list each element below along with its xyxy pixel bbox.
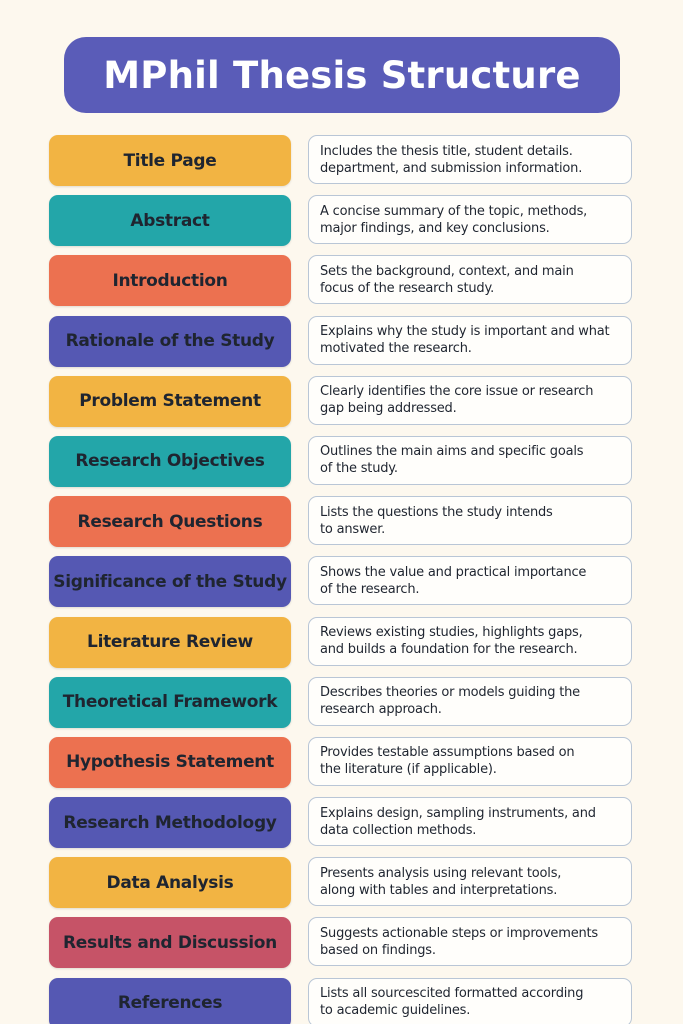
section-row xyxy=(49,797,635,848)
section-description-box xyxy=(308,436,632,485)
section-description-box xyxy=(308,316,632,365)
section-label: Problem Statement xyxy=(79,391,261,412)
section-label-box xyxy=(49,978,291,1024)
section-label: Research Objectives xyxy=(75,451,265,472)
section-description-box xyxy=(308,978,632,1024)
section-label: Rationale of the Study xyxy=(65,331,275,352)
section-label-box xyxy=(49,917,291,968)
section-label: Title Page xyxy=(123,150,217,171)
section-label-box xyxy=(49,436,291,487)
section-row xyxy=(49,677,635,728)
section-description-box xyxy=(308,677,632,726)
section-row xyxy=(49,436,635,487)
section-label-box xyxy=(49,255,291,306)
section-row xyxy=(49,376,635,427)
section-description-box xyxy=(308,737,632,786)
section-row xyxy=(49,255,635,306)
section-description: Explains why the study is important and what motivated the research. xyxy=(320,324,610,357)
section-label: Significance of the Study xyxy=(53,571,287,592)
section-row xyxy=(49,857,635,908)
section-row xyxy=(49,195,635,246)
section-description: Presents analysis using relevant tools, along with tables and interpretations. xyxy=(320,865,562,898)
section-label: Results and Discussion xyxy=(63,932,277,953)
section-description-box xyxy=(308,917,632,966)
section-description: Explains design, sampling instruments, and data collection methods. xyxy=(320,805,596,838)
section-description-box xyxy=(308,556,632,605)
section-row xyxy=(49,556,635,607)
section-label-box xyxy=(49,737,291,788)
section-label: Hypothesis Statement xyxy=(66,752,274,773)
section-label-box xyxy=(49,556,291,607)
section-label: Theoretical Framework xyxy=(62,692,278,713)
section-description: Sets the background, context, and main focus of the research study. xyxy=(320,263,574,296)
section-label-box xyxy=(49,797,291,848)
section-description-box xyxy=(308,195,632,244)
section-description-box xyxy=(308,255,632,304)
section-row xyxy=(49,496,635,547)
section-description-box xyxy=(308,797,632,846)
section-row xyxy=(49,978,635,1024)
section-row xyxy=(49,135,635,186)
section-description: Lists all sourcescited formatted according to academic guidelines. xyxy=(320,986,584,1019)
section-description-box xyxy=(308,496,632,545)
section-label-box xyxy=(49,376,291,427)
section-description: Includes the thesis title, student details. department, and submission information. xyxy=(320,143,583,176)
section-label: Data Analysis xyxy=(106,872,234,893)
title-banner xyxy=(64,37,620,113)
section-description: Reviews existing studies, highlights gaps, and builds a foundation for the research. xyxy=(320,625,583,657)
section-row xyxy=(49,617,635,668)
page-title: MPhil Thesis Structure xyxy=(103,53,581,97)
section-label-box xyxy=(49,677,291,728)
section-label-box xyxy=(49,496,291,547)
section-label-box xyxy=(49,617,291,668)
section-description-box xyxy=(308,135,632,184)
section-description: Clearly identifies the core issue or research gap being addressed. xyxy=(320,384,594,417)
section-description-box xyxy=(308,857,632,906)
section-description: Outlines the main aims and specific goals of the study. xyxy=(320,444,584,477)
section-label: Abstract xyxy=(130,210,210,231)
section-label: Research Questions xyxy=(77,511,263,532)
section-label: Research Methodology xyxy=(63,812,277,833)
section-label-box xyxy=(49,195,291,246)
section-label-box xyxy=(49,135,291,186)
section-description: Provides testable assumptions based on the literature (if applicable). xyxy=(320,745,575,778)
section-description: Lists the questions the study intends to answer. xyxy=(320,504,553,537)
section-row xyxy=(49,316,635,367)
section-list xyxy=(49,135,635,1024)
section-label: Introduction xyxy=(112,270,228,291)
section-label: Literature Review xyxy=(87,632,253,652)
section-description: Describes theories or models guiding the research approach. xyxy=(320,685,580,718)
section-label-box xyxy=(49,857,291,908)
section-label: References xyxy=(117,993,223,1014)
section-row xyxy=(49,917,635,968)
section-description-box xyxy=(308,376,632,425)
section-row xyxy=(49,737,635,788)
section-description: Shows the value and practical importance of the research. xyxy=(320,564,587,597)
section-description: Suggests actionable steps or improvements based on findings. xyxy=(320,925,599,958)
section-label-box xyxy=(49,316,291,367)
section-description: A concise summary of the topic, methods, major findings, and key conclusions. xyxy=(320,203,588,236)
section-description-box xyxy=(308,617,632,666)
